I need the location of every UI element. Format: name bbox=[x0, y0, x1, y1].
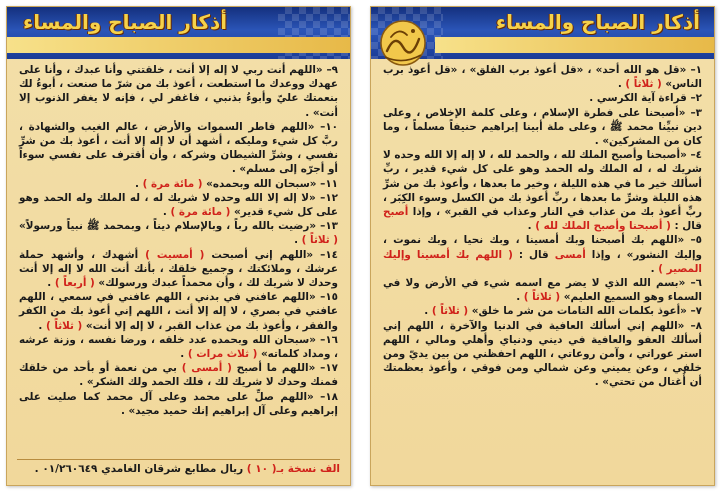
dhikr-item: ١٠– «اللهم فاطر السموات والأرض ، عالم الغيب والشهادة ، ربَّ كل شيء ومليكه ، أشهد أن لا إله إلا أنت ، أعوذ بك من شرِّ نفسي ، وشرِّ الشيطان وشركه ، وأن أقترف على نفسي سوءاً أو أجرّه إلى مسلم» . bbox=[19, 120, 338, 176]
repeat-count: ( ثلاثاً ) bbox=[301, 234, 338, 247]
dhikr-item: ٩– «اللهم أنت ربي لا إله إلا أنت ، خلقتني وأنا عبدك ، وأنا على عهدك ووعدك ما استطعت ، أعوذ بك من شرّ ما صنعت ، أبوءُ لك بنعمتك عليّ وأبوءُ بذنبي ، فاغفر لي ، فإنه لا يغفر الذنوب إلا أنت» . bbox=[19, 64, 338, 119]
dhikr-item: ١٧– «اللهم ما أصبح ( أمسى ) بي من نعمة أو بأحد من خلقك فمنك وحدك لا شريك لك ، فلك الحمد ولك الشكر» . bbox=[19, 362, 338, 389]
left-card-title: أذكار الصباح والمساء bbox=[23, 10, 228, 34]
repeat-count: ( ثلاثاً ) bbox=[523, 291, 561, 304]
dhikr-item: ٦– «بسم الله الذي لا يضر مع اسمه شيء في الأرض ولا في السماء وهو السميع العليم» ( ثلاثاً ) . bbox=[383, 277, 702, 304]
left-card-header bbox=[7, 7, 350, 59]
header-gold-band bbox=[7, 37, 350, 53]
repeat-count: ( مائة مرة ) bbox=[170, 206, 231, 219]
right-card-body bbox=[383, 63, 702, 475]
evening-word: أمسى bbox=[554, 248, 586, 261]
dhikr-item: ١٢– «لا إله إلا الله وحده لا شريك له ، له الملك وله الحمد وهو على كل شيء قدير» ( مائة مرة ) . bbox=[19, 191, 338, 219]
dhikr-item: ١٥– «اللهم عافني في بدني ، اللهم عافني في سمعي ، اللهم عافني في بصري ، لا إله إلا أنت ، اللهم إني أعوذ بك من الكفر والفقر ، وأعوذ بك من عذاب القبر ، لا إله إلا أنت» ( ثلاثاً ) . bbox=[19, 291, 338, 332]
footer-price-value: ( ١٠ ) bbox=[246, 463, 277, 475]
morning-word: أصبح bbox=[383, 206, 409, 219]
evening-variant: ( أمسيت ) bbox=[145, 248, 205, 261]
dhikr-item: ٣– «أصبحنا على فطرة الإسلام ، وعلى كلمة الإخلاص ، وعلى دين نبيِّنا محمد ﷺ ، وعلى ملة أبينا إبراهيم حنيفاً مسلماً ، وما كان من المشركين» . bbox=[383, 106, 702, 148]
repeat-count: ( ثلاثاً ) bbox=[45, 319, 83, 332]
repeat-count: ( ثلاثاً ) bbox=[625, 78, 662, 91]
dhikr-item: ١٤– «اللهم إني أصبحت ( أمسيت ) أشهدك ، وأشهد حملة عرشك ، وملائكتك ، وجميع خلقك ، بأنك أنت الله لا إله إلا أنت وحدك لا شريك لك ، وأن محمداً عبدك ورسولك» ( أربعاً ) . bbox=[19, 248, 338, 290]
dhikr-item: ٨– «اللهم إني أسألك العافية في الدنيا والآخرة ، اللهم إني أسألك العفو والعافية في ديني ودنياي وأهلي ومالي ، اللهم استر عوراتي ، وآمن روعاتي ، اللهم احفظني من بين يديّ ومن خلفي ، وعن يميني وعن شمالي ومن فوقي ، وأعوذ بعظمتك أن أُغتال من تحتي» . bbox=[383, 319, 702, 389]
repeat-count: ( ثلاث مرات ) bbox=[187, 348, 258, 361]
right-card bbox=[370, 6, 715, 486]
right-card-title: أذكار الصباح والمساء bbox=[495, 10, 700, 34]
repeat-count: ( ثلاثاً ) bbox=[431, 305, 469, 318]
dhikr-item: ١٣– «رضيت بالله رباً ، وبالإسلام ديناً ، وبمحمد ﷺ نبياً ورسولاً» ( ثلاثاً ) . bbox=[19, 220, 338, 247]
dhikr-item: ٤– «أصبحنا وأصبح الملك لله ، والحمد لله ، لا إله إلا الله وحده لا شريك له ، له الملك وله الحمد وهو على كل شيء قدير ، ربِّ أسألك خير ما في هذه الليلة ، وخير ما بعدها ، وأعوذ بك من شرِّ هذه الليلة وشرِّ ما بعدها ، ربِّ أعوذ بك من الكسل وسوء الكِبَر ، ربِّ أعوذ بك من عذاب في النار وعذاب في القبر» ، وإذا أصبح قال : ( أصبحنا وأصبح الملك لله ) . bbox=[383, 149, 702, 233]
left-card bbox=[6, 6, 351, 486]
morning-variant: ( أصبحنا وأصبح الملك لله ) bbox=[535, 220, 671, 233]
dhikr-item: ٢– قراءة آية الكرسي . bbox=[589, 92, 702, 105]
evening-variant: ( أمسى ) bbox=[181, 362, 232, 375]
dhikr-item: ١٦– «سبحان الله وبحمده عدد خلقه ، ورضا نفسه ، وزنة عرشه ، ومداد كلماته» ( ثلاث مرات ) . bbox=[19, 333, 338, 361]
evening-variant: ( اللهم بك أمسينا وإليك المصير ) bbox=[383, 248, 702, 275]
calligraphy-logo-icon bbox=[377, 13, 429, 69]
dhikr-item: ٧– «أعوذ بكلمات الله التامات من شر ما خلق» ( ثلاثاً ) . bbox=[424, 305, 702, 318]
footer-price-suffix: ريال bbox=[216, 463, 247, 475]
left-card-body bbox=[19, 63, 338, 455]
footer-printer: مطابع شرقان الغامدي ٠١/٢٦٠٦٤٩ . bbox=[34, 463, 217, 475]
repeat-count: ( أربعاً ) bbox=[54, 277, 95, 290]
print-footer bbox=[17, 459, 340, 478]
dhikr-item: ١٨– «اللهم صلِّ على محمد وعلى آل محمد كما صليت على إبراهيم وعلى آل إبراهيم إنك حميد مجيد» . bbox=[19, 390, 338, 417]
header-gold-band bbox=[435, 37, 714, 53]
footer-price-prefix: الف نسخة بـ bbox=[276, 463, 340, 475]
dhikr-item: ١١– «سبحان الله وبحمده» ( مائة مرة ) . bbox=[135, 177, 338, 190]
repeat-count: ( مائة مرة ) bbox=[142, 177, 203, 190]
dhikr-item: ١– «قل هو الله أحد» ، «قل أعوذ برب الفلق» ، «قل أعوذ برب الناس» ( ثلاثاً ) . bbox=[383, 64, 702, 91]
dhikr-item: ٥– «اللهم بك أصبحنا وبك أمسينا ، وبك نحيا ، وبك نموت ، وإليك النشور» ، وإذا أمسى قال : ( اللهم بك أمسينا وإليك المصير ) . bbox=[383, 234, 702, 275]
